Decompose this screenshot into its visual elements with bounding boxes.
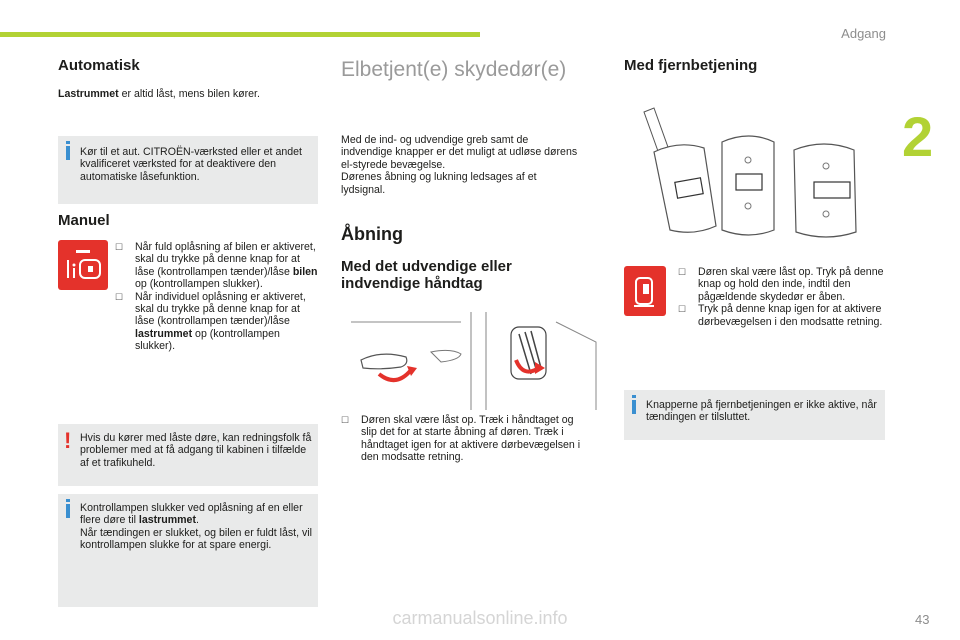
info-box-1-text: Kør til et aut. CITROËN-værksted eller et andet kvalificeret værksted for at deaktivere den automatiske låsefunktion. xyxy=(80,146,302,183)
warning-icon: ! xyxy=(64,428,72,453)
handle-bullets xyxy=(341,414,591,464)
bullet-text: Døren skal være låst op. Træk i håndtaget og slip det for at starte åbning af døren. Træk i håndtaget igen for at aktivere dørbevægelsen i den modsatte retning. xyxy=(361,414,581,464)
sliding-door-button-icon xyxy=(624,266,666,316)
section-title: Elbetjent(e) skydedør(e) xyxy=(341,58,567,81)
checkbox-bullet-icon: ☐ xyxy=(341,415,350,425)
info-box-2 xyxy=(58,494,318,607)
bullet-text: Når fuld oplåsning af bilen er aktiveret, skal du trykke på denne knap for at låse (kontrollampen tænder)/låse bilen op (kontrollampen slukker). xyxy=(135,241,318,291)
list-item xyxy=(115,291,320,353)
section-name: Adgang xyxy=(841,26,886,41)
remote-bullets xyxy=(678,266,884,328)
checkbox-bullet-icon: ☐ xyxy=(678,304,687,315)
info-icon xyxy=(632,400,636,414)
auto-text: er altid låst, mens bilen kører. xyxy=(118,88,260,100)
info-box-3-text: Knapperne på fjernbetjeningen er ikke aktive, når tændingen er tilsluttet. xyxy=(646,399,877,424)
heading-remote: Med fjernbetjening xyxy=(624,57,758,74)
info-icon xyxy=(66,504,70,518)
list-item xyxy=(678,266,884,303)
bullet-text: Døren skal være låst op. Tryk på denne knap og hold den inde, indtil den pågældende skydedør er åben. xyxy=(698,266,884,303)
info-box-3 xyxy=(624,390,885,440)
auto-paragraph xyxy=(58,88,308,100)
list-item xyxy=(115,241,320,291)
heading-manuel: Manuel xyxy=(58,212,110,229)
door-handle-illustration xyxy=(341,312,602,410)
info-box-1 xyxy=(58,136,318,204)
bullet-text: Tryk på denne knap igen for at aktivere dørbevægelsen i den modsatte retning. xyxy=(698,303,883,328)
lock-button-icon xyxy=(58,240,108,290)
list-item xyxy=(341,414,591,464)
info-box-2-text: Kontrollampen slukker ved oplåsning af en eller flere døre til lastrummet. Når tændingen er slukket, og bilen er fuldt låst, vil kontrollampen slukke for at spare energi. xyxy=(80,502,313,552)
info-icon xyxy=(66,146,70,160)
bullet-text: Når individuel oplåsning er aktiveret, skal du trykke på denne knap for at låse (kontrollampen tænder)/låse lastrummet op (kontrollampen slukker). xyxy=(135,290,306,353)
intro-paragraph: Med de ind- og udvendige greb samt de indvendige knapper er det muligt at udløse dørens el-styrede bevægelse. Dørenes åbning og lukning ledsages af et lydsignal. xyxy=(341,134,578,196)
header-accent-bar xyxy=(0,32,480,37)
heading-handle: Med det udvendige eller indvendige håndtag xyxy=(341,258,512,292)
remote-key-illustration xyxy=(624,102,885,246)
auto-bold: Lastrummet xyxy=(58,88,119,100)
chapter-number: 2 xyxy=(902,105,934,168)
heading-automatisk: Automatisk xyxy=(58,57,140,74)
warning-box xyxy=(58,424,318,486)
checkbox-bullet-icon: ☐ xyxy=(115,242,124,252)
page-number: 43 xyxy=(915,612,930,627)
footer-watermark: carmanualsonline.info xyxy=(392,608,568,628)
list-item xyxy=(678,303,884,328)
warning-text: Hvis du kører med låste døre, kan redningsfolk få problemer med at få adgang til kabinen i tilfælde af et trafikuheld. xyxy=(80,432,312,469)
checkbox-bullet-icon: ☐ xyxy=(115,291,124,302)
manuel-bullets xyxy=(115,241,320,353)
heading-aabning: Åbning xyxy=(341,224,403,244)
checkbox-bullet-icon: ☐ xyxy=(678,267,687,277)
